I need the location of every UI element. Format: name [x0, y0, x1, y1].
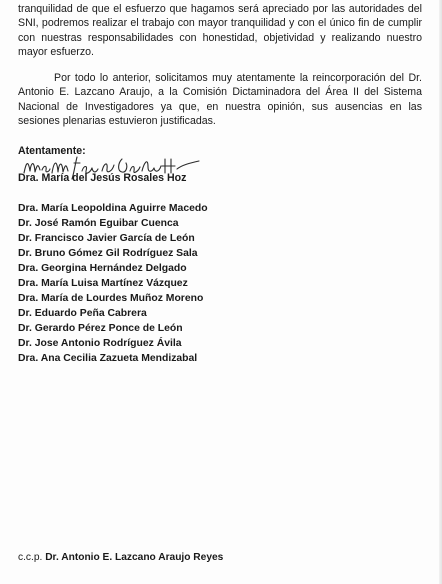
signatory: Dr. Bruno Gómez Gil Rodríguez Sala	[18, 247, 198, 259]
paragraph-continuation: tranquilidad de que el esfuerzo que hagamos será apreciado por las autoridades del SNI, podremos realizar el trabajo con mayor tranquilidad y con el único fin de cumplir con nuestras responsabilidades con honestidad, objetividad y realizando nuestro mayor esfuerzo.	[18, 3, 422, 59]
ccp-prefix: c.c.p.	[18, 552, 43, 563]
signatory: Dr. Eduardo Peña Cabrera	[18, 307, 147, 319]
carbon-copy-line	[18, 552, 223, 563]
signatories-list	[18, 202, 208, 366]
signatory: Dr. Gerardo Pérez Ponce de León	[18, 322, 183, 334]
ccp-recipient: Dr. Antonio E. Lazcano Araujo Reyes	[45, 552, 224, 563]
signatory: Dra. María de Lourdes Muñoz Moreno	[18, 292, 204, 304]
signatory: Dra. Georgina Hernández Delgado	[18, 262, 187, 274]
signatory: Dra. María Luisa Martínez Vázquez	[18, 277, 188, 289]
closing-salutation: Atentamente:	[18, 145, 86, 157]
signatory: Dr. Jose Antonio Rodríguez Ávila	[18, 337, 182, 349]
signature-signer: Dra. María del Jesús Rosales Hoz	[18, 172, 187, 184]
paragraph-request: Por todo lo anterior, solicitamos muy atentamente la reincorporación del Dr. Antonio E. Lazcano Araujo, a la Comisión Dictaminadora del Área II del Sistema Nacional de Investigadores ya que, en nuestra opinión, sus ausencias en las sesiones plenarias estuvieron justificadas.	[18, 72, 422, 128]
signatory: Dra. María Leopoldina Aguirre Macedo	[18, 203, 208, 214]
signatory: Dr. Francisco Javier García de León	[18, 232, 195, 244]
signatory: Dra. Ana Cecilia Zazueta Mendizabal	[18, 352, 198, 364]
signatory: Dr. José Ramón Eguibar Cuenca	[18, 217, 179, 229]
